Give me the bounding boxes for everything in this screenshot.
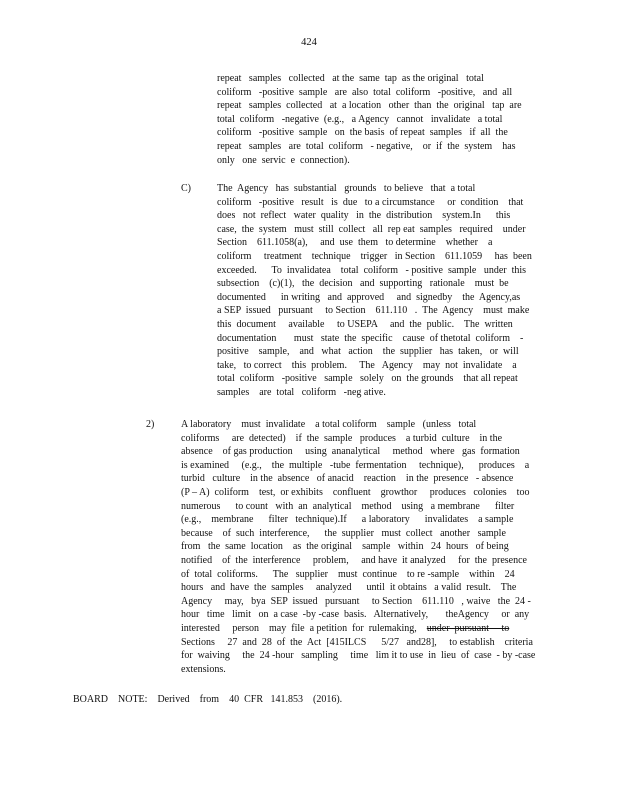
item-2-line: because of such interference, the supplier must collect another sample — [181, 527, 506, 539]
continuation-line: repeat samples collected at the same tap as the original total — [217, 73, 484, 84]
item-2-line: hour time limit on a case -by -case basis. Alternatively, theAgency or any — [181, 609, 530, 621]
item-c-label: C) — [181, 183, 191, 194]
item-c-line: Section 611.1058(a), and use them to determine whether a — [217, 237, 493, 249]
item-c-line: a SEP issued pursuant to Section 611.110 . The Agency must make — [217, 305, 530, 317]
item-2-line: from the same location as the original sample within 24 hours of being — [181, 541, 509, 553]
item-c-line: documented in writing and approved and signedby the Agency,as — [217, 291, 521, 303]
item-2-line: turbid culture in the absence of anacid reaction in the presence - absence — [181, 473, 514, 485]
item-c-line: does not reflect water quality in the distribution system.In this — [217, 210, 511, 222]
item-2-line: A laboratory must invalidate a total coliform sample (unless total — [181, 419, 477, 430]
item-2-label: 2) — [146, 419, 155, 430]
item-c-line: total coliform -positive sample solely on the grounds that all repeat — [217, 373, 518, 385]
board-note: BOARD NOTE: Derived from 40 CFR 141.853 (2016). — [73, 694, 343, 705]
item-2-line: Sections 27 and 28 of the Act [415ILCS 5/27 and28], to establish criteria — [181, 636, 533, 648]
continuation-line: repeat samples are total coliform - negative, or if the system has — [217, 141, 516, 152]
item-c-line: The Agency has substantial grounds to believe that a total — [217, 183, 476, 194]
struck-text: under pursuant to — [426, 623, 510, 634]
item-c-line: documentation must state the specific cause of thetotal coliform - — [217, 332, 524, 344]
item-2-line: numerous to count with an analytical method using a membrane filter — [181, 500, 515, 512]
item-c-line: coliform -positive result is due to a circumstance or condition that — [217, 196, 524, 208]
item-2-line: coliforms are detected) if the sample produces a turbid culture in the — [181, 432, 503, 444]
continuation-line: total coliform -negative (e.g., a Agency cannot invalidate a total — [217, 113, 503, 125]
item-2-line: hours and have the samples analyzed until it obtains a valid result. The — [181, 582, 517, 594]
item-2-line: Agency may, bya SEP issued pursuant to Section 611.110 , waive the 24 - — [181, 595, 531, 607]
item-2-line: (e.g., membrane filter technique).If a laboratory invalidates a sample — [181, 514, 514, 526]
item-c-line: coliform treatment technique trigger in Section 611.1059 has been — [217, 251, 532, 262]
continuation-line: coliform -positive sample are also total coliform -positive, and all — [217, 86, 513, 98]
item-2-line: is examined (e.g., the multiple -tube fermentation technique), produces a — [181, 459, 530, 471]
item-c-line: subsection (c)(1), the decision and supporting rationale must be — [217, 278, 509, 290]
item-c-line: positive sample, and what action the supplier has taken, or will — [217, 346, 519, 358]
item-c-line: samples are total coliform -neg ative. — [217, 387, 386, 398]
item-c-line: take, to correct this problem. The Agency may not invalidate a — [217, 359, 517, 371]
item-2-line: of total coliforms. The supplier must continue to re -sample within 24 — [181, 568, 515, 580]
item-c-line: this document available to USEPA and the public. The written — [217, 319, 513, 330]
item-2-line: absence of gas production using ananalytical method where gas formation — [181, 446, 520, 458]
item-2-line: (P – A) coliform test, or exhibits confluent growthor produces colonies too — [181, 487, 530, 498]
continuation-line: repeat samples collected at a location other than the original tap are — [217, 100, 522, 112]
continuation-line: only one servic e connection). — [217, 154, 350, 166]
item-c-line: case, the system must still collect all rep eat samples required under — [217, 223, 526, 235]
item-2-line: for waiving the 24 -hour sampling time lim it to use in lieu of case - by -case — [181, 650, 536, 662]
item-c-line: exceeded. To invalidatea total coliform - positive sample under this — [217, 264, 527, 276]
item-2-line: notified of the interference problem, and have it analyzed for the presence — [181, 555, 527, 566]
item-2-line: extensions. — [181, 663, 226, 675]
page-number: 424 — [301, 37, 317, 48]
item-2-line: interested person may file a petition for rulemaking, under pursuant to — [181, 623, 510, 634]
continuation-line: coliform -positive sample on the basis of repeat samples if all the — [217, 127, 508, 139]
